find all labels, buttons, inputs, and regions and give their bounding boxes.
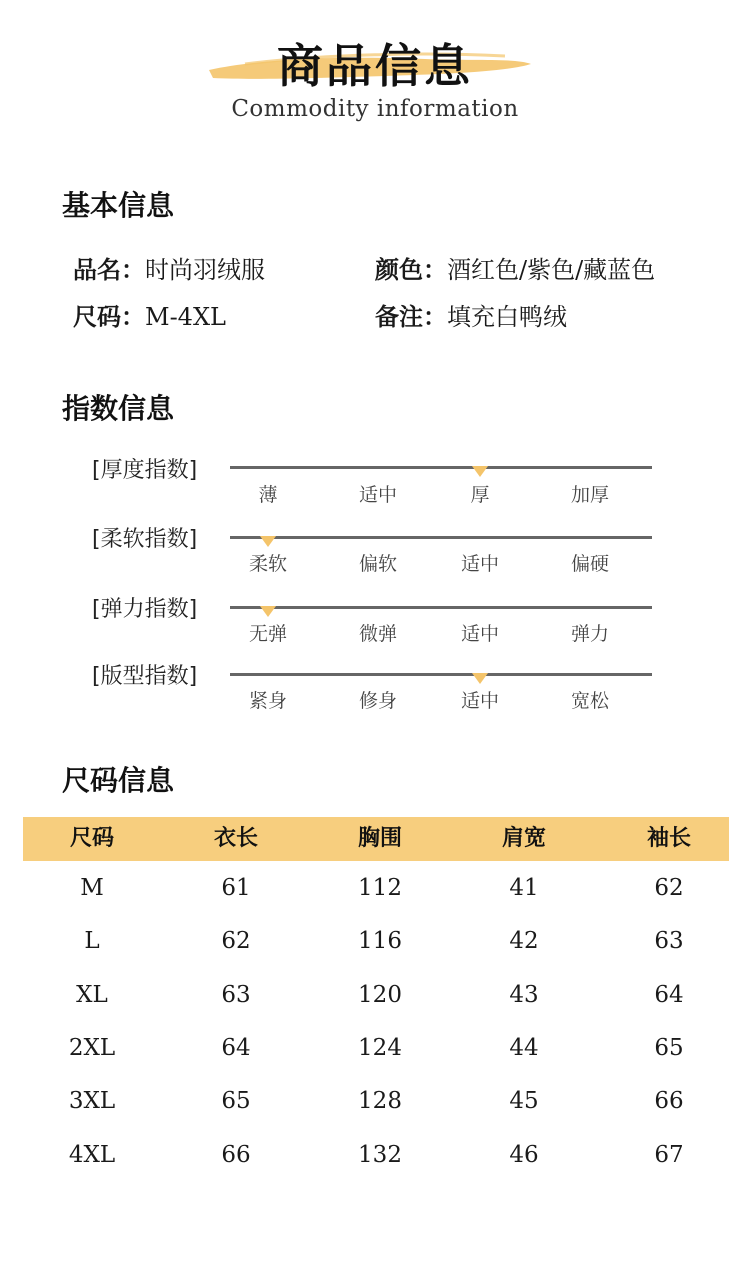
size-cell-size: 4XL	[68, 1142, 116, 1168]
size-cell-bust: 116	[358, 928, 402, 954]
size-cell-bust: 132	[358, 1142, 402, 1168]
product-name-row	[73, 250, 265, 285]
thickness-index-marker	[472, 466, 488, 477]
elasticity-option: 弹力	[570, 623, 609, 645]
size-cell-shoulder: 41	[509, 875, 539, 901]
basic-info-title: 基本信息	[62, 189, 175, 222]
size-cell-length: 62	[221, 928, 251, 954]
index-info-title: 指数信息	[62, 392, 175, 425]
product-name-label: 品名：	[73, 256, 145, 284]
softness-index-scale	[230, 536, 652, 539]
column-header-bust: 胸围	[357, 826, 402, 851]
size-range-row	[73, 297, 226, 332]
fit-index-label: [版型指数]	[92, 664, 198, 689]
size-table-header	[23, 817, 729, 861]
fit-option: 紧身	[248, 690, 287, 712]
elasticity-index-scale	[230, 606, 652, 609]
page-header	[0, 0, 750, 140]
size-cell-shoulder: 46	[509, 1142, 539, 1168]
softness-option: 适中	[460, 553, 499, 575]
color-label: 颜色：	[375, 256, 447, 284]
softness-index-marker	[260, 536, 276, 547]
column-header-length: 衣长	[213, 826, 258, 851]
size-cell-size: XL	[76, 982, 108, 1008]
size-cell-size: L	[84, 928, 100, 954]
size-cell-sleeve: 67	[654, 1142, 684, 1168]
size-cell-sleeve: 64	[654, 982, 684, 1008]
elasticity-option: 适中	[460, 623, 499, 645]
size-cell-shoulder: 44	[509, 1035, 539, 1061]
elasticity-option: 无弹	[248, 623, 287, 645]
thickness-index-label: [厚度指数]	[92, 458, 198, 483]
thickness-option: 薄	[258, 484, 278, 506]
size-cell-length: 66	[221, 1142, 251, 1168]
size-cell-size: 3XL	[68, 1088, 116, 1114]
size-cell-size: M	[80, 875, 104, 901]
fit-index-marker	[472, 673, 488, 684]
page-subtitle: Commodity information	[231, 96, 519, 122]
size-cell-length: 63	[221, 982, 251, 1008]
thickness-index-scale	[230, 466, 652, 469]
note-label: 备注：	[375, 303, 447, 331]
size-range-value: M-4XL	[145, 303, 226, 331]
size-cell-length: 61	[221, 875, 251, 901]
page-title: 商品信息	[277, 39, 473, 93]
size-cell-shoulder: 45	[509, 1088, 539, 1114]
softness-option: 偏软	[358, 553, 397, 575]
size-cell-sleeve: 65	[654, 1035, 684, 1061]
size-cell-sleeve: 62	[654, 875, 684, 901]
size-range-label: 尺码：	[73, 303, 145, 331]
color-row	[375, 250, 655, 285]
size-info-title: 尺码信息	[62, 764, 175, 797]
size-cell-sleeve: 63	[654, 928, 684, 954]
softness-index-label: [柔软指数]	[92, 527, 198, 552]
size-cell-bust: 120	[358, 982, 402, 1008]
elasticity-index-marker	[260, 606, 276, 617]
size-cell-bust: 112	[358, 875, 402, 901]
fit-option: 宽松	[570, 690, 609, 712]
fit-index-scale	[230, 673, 652, 676]
elasticity-index-label: [弹力指数]	[92, 597, 198, 622]
size-cell-length: 64	[221, 1035, 251, 1061]
column-header-shoulder: 肩宽	[501, 826, 546, 851]
thickness-option: 加厚	[570, 484, 609, 506]
color-value: 酒红色/紫色/藏蓝色	[447, 256, 656, 284]
elasticity-option: 微弹	[358, 623, 397, 645]
size-cell-shoulder: 43	[509, 982, 539, 1008]
column-header-sleeve: 袖长	[646, 826, 691, 851]
softness-option: 柔软	[248, 553, 287, 575]
column-header-size: 尺码	[69, 826, 114, 851]
product-name-value: 时尚羽绒服	[145, 256, 265, 284]
note-value: 填充白鸭绒	[447, 303, 567, 331]
note-row	[375, 297, 567, 332]
size-cell-bust: 124	[358, 1035, 402, 1061]
thickness-option: 适中	[358, 484, 397, 506]
softness-option: 偏硬	[570, 553, 609, 575]
fit-option: 修身	[358, 690, 397, 712]
thickness-option: 厚	[470, 484, 490, 506]
size-cell-length: 65	[221, 1088, 251, 1114]
size-cell-size: 2XL	[68, 1035, 116, 1061]
fit-option: 适中	[460, 690, 499, 712]
size-cell-bust: 128	[358, 1088, 402, 1114]
size-cell-shoulder: 42	[509, 928, 539, 954]
size-cell-sleeve: 66	[654, 1088, 684, 1114]
